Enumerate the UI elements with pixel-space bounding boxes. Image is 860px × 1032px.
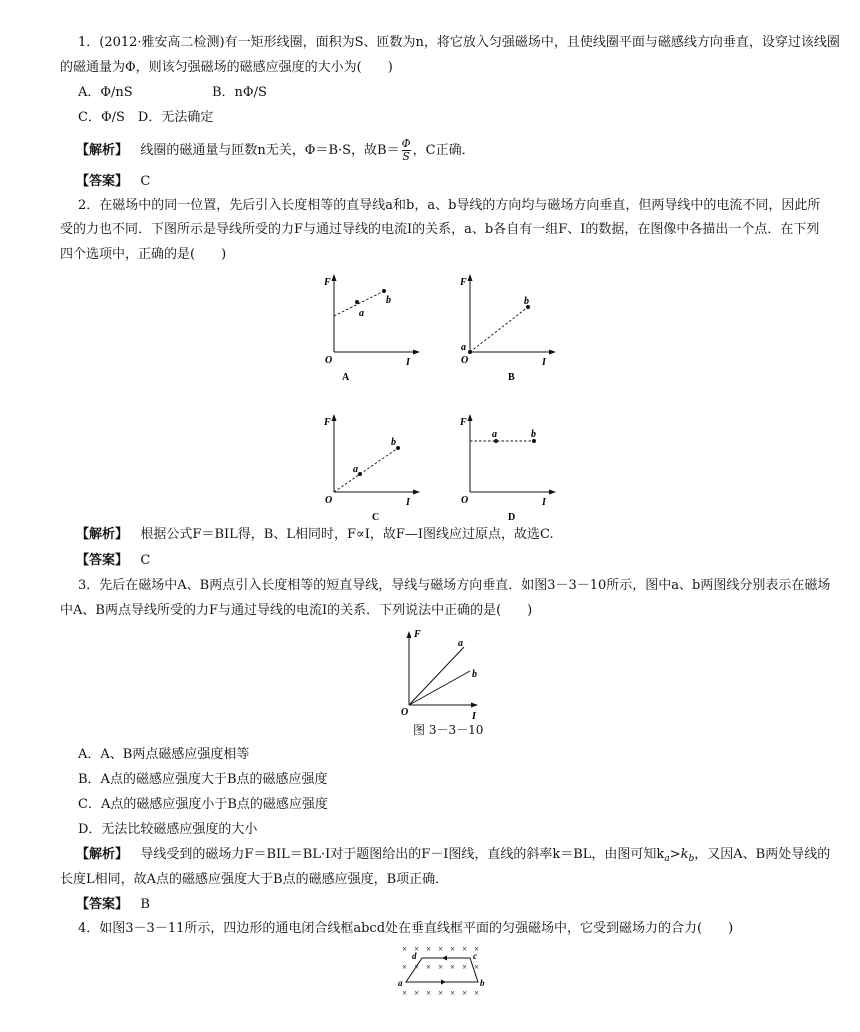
fig3-origin: O [401, 707, 409, 718]
graph-b-origin: O [461, 355, 469, 366]
graph-c-point-b-label: b [391, 437, 396, 448]
field-cross: × [438, 988, 444, 998]
field-cross: × [438, 962, 444, 972]
q4-stem-line1: 4．如图3－3－11所示，四边形的通电闭合线框abcd处在垂直线框平面的匀强磁场中，它受到磁场力的合力( ) [78, 921, 734, 936]
field-cross: × [474, 988, 480, 998]
q1-analysis-tail: ，C正确． [412, 143, 475, 158]
q2-stem-line1: 2．在磁场中的同一位置，先后引入长度相等的直导线a和b，a、b导线的方向均与磁场方向垂直，但两导线中的电流不同，因此所 [78, 198, 821, 213]
q1-analysis-text: 线圈的磁通量与匝数n无关，Φ＝B·S，故B＝ [140, 143, 400, 158]
graph-b-x-label: I [542, 357, 546, 368]
figure-3-3-10-caption: 图 3－3－10 [413, 723, 484, 737]
field-cross: × [474, 962, 480, 972]
field-cross: × [462, 962, 468, 972]
q3-analysis-label: 【解析】 [76, 847, 129, 862]
q3-analysis-line2: 长度L相同，故A点的磁感应强度大于B点的磁感应强度，B项正确． [60, 872, 449, 887]
q3-stem-line2: 中A、B两点导线所受的力F与通过导线的电流I的关系．下列说法中正确的是( ) [60, 603, 533, 618]
graph-d-origin: O [461, 495, 469, 506]
fig3-y-label: F [414, 629, 421, 640]
fig3-line-a-label: a [458, 638, 463, 649]
q1-answer-label: 【答案】 [76, 174, 129, 189]
q3-option-d: D．无法比较磁感应强度的大小 [78, 822, 258, 837]
field-cross: × [462, 988, 468, 998]
figure-3-3-11 [398, 944, 488, 998]
graph-a-point-b-label: b [386, 295, 391, 306]
graph-a-y-label: F [324, 277, 331, 288]
q3-greater-than: >k [669, 847, 689, 862]
field-cross: × [414, 944, 420, 954]
q3-analysis-line1 [76, 846, 830, 868]
graph-d-y-label: F [460, 417, 467, 428]
fig4-vertex-b: b [480, 978, 485, 988]
graph-d-point-a-label: a [492, 429, 497, 440]
graph-a-origin: O [325, 355, 333, 366]
graph-c-x-label: I [406, 497, 410, 508]
q1-fraction [402, 138, 411, 163]
q1-fraction-denominator: S [402, 150, 410, 163]
q3-subscript-b: b [688, 854, 695, 864]
field-cross: × [438, 944, 444, 954]
q3-answer-label: 【答案】 [76, 897, 129, 912]
graph-d [456, 410, 576, 525]
graph-b-caption: B [508, 372, 515, 383]
field-cross: × [402, 944, 408, 954]
field-cross: × [426, 962, 432, 972]
q1-analysis-label: 【解析】 [76, 143, 129, 158]
q3-stem-line1: 3．先后在磁场中A、B两点引入长度相等的短直导线，导线与磁场方向垂直．如图3－3－10所示，图中a、b两图线分别表示在磁场 [78, 578, 831, 593]
q3-analysis-tail: ，又因A、B两处导线的 [694, 847, 831, 862]
fig4-vertex-a: a [398, 978, 403, 988]
fig4-vertex-d: d [412, 951, 417, 961]
graph-a-x-label: I [406, 357, 410, 368]
q2-answer [76, 552, 150, 570]
q2-stem-line3: 四个选项中，正确的是( ) [60, 247, 227, 262]
q1-option-b: B．nΦ/S [212, 85, 267, 100]
graph-c [320, 410, 440, 525]
graph-d-caption: D [508, 512, 516, 523]
field-cross: × [402, 988, 408, 998]
field-cross: × [450, 988, 456, 998]
q3-option-b: B．A点的磁感应强度大于B点的磁感应强度 [78, 772, 328, 787]
q2-answer-value: C [140, 553, 151, 568]
graph-c-caption: C [372, 512, 380, 523]
graph-b-point-a-label: a [461, 342, 466, 353]
q3-analysis-text: 导线受到的磁场力F＝BIL＝BL·I对于题图给出的F－I图线，直线的斜率k＝BL，由图可知k [140, 847, 665, 862]
field-cross: × [450, 962, 456, 972]
graph-c-origin: O [325, 495, 333, 506]
fig3-x-label: I [472, 711, 476, 722]
q2-stem-line2: 受的力也不同．下图所示是导线所受的力F与通过导线的电流I的关系，a、b各自有一组F、I的数据，在图像中各描出一个点．在下列 [60, 222, 820, 237]
q2-analysis-text: 根据公式F＝BIL得，B、L相同时，F∝I，故F—I图线应过原点，故选C. [140, 527, 554, 542]
graph-a-point-a-label: a [359, 308, 364, 319]
q3-subscript-a: a [664, 854, 670, 864]
fig4-vertex-c: c [473, 951, 477, 961]
fig3-line-b-label: b [472, 669, 477, 680]
q1-option-a: A．Φ/nS [78, 85, 133, 100]
graph-b [456, 270, 576, 385]
q2-analysis [76, 526, 554, 544]
q1-analysis [76, 138, 475, 163]
q1-answer-value: C [140, 174, 151, 189]
q1-fraction-numerator: Φ [401, 137, 411, 150]
field-cross: × [474, 944, 480, 954]
field-cross: × [462, 944, 468, 954]
q2-analysis-label: 【解析】 [76, 527, 129, 542]
q1-option-cd: C．Φ/S D．无法确定 [78, 110, 214, 125]
graph-a [320, 270, 440, 385]
field-cross: × [450, 944, 456, 954]
q2-answer-label: 【答案】 [76, 553, 129, 568]
field-cross: × [414, 962, 420, 972]
field-cross: × [402, 962, 408, 972]
graph-b-y-label: F [460, 277, 467, 288]
q3-option-c: C．A点的磁感应强度小于B点的磁感应强度 [78, 797, 328, 812]
graph-c-y-label: F [324, 417, 331, 428]
field-cross: × [426, 944, 432, 954]
graph-b-point-b-label: b [524, 296, 529, 307]
q1-stem-line2: 的磁通量为Φ，则该匀强磁场的磁感应强度的大小为( ) [60, 60, 393, 75]
graph-c-point-a-label: a [353, 464, 358, 475]
graph-a-caption: A [342, 372, 350, 383]
graph-d-point-b-label: b [531, 429, 536, 440]
field-cross: × [426, 988, 432, 998]
graph-d-x-label: I [542, 497, 546, 508]
field-cross: × [414, 988, 420, 998]
q3-answer [76, 896, 150, 914]
q1-stem-line1: 1．(2012·雅安高二检测)有一矩形线圈，面积为S、匝数为n，将它放入匀强磁场中，且使线圈平面与磁感线方向垂直，设穿过该线圈 [78, 35, 840, 50]
q3-option-a: A．A、B两点磁感应强度相等 [78, 747, 250, 762]
q1-answer [76, 173, 150, 191]
q3-answer-value: B [140, 897, 150, 912]
